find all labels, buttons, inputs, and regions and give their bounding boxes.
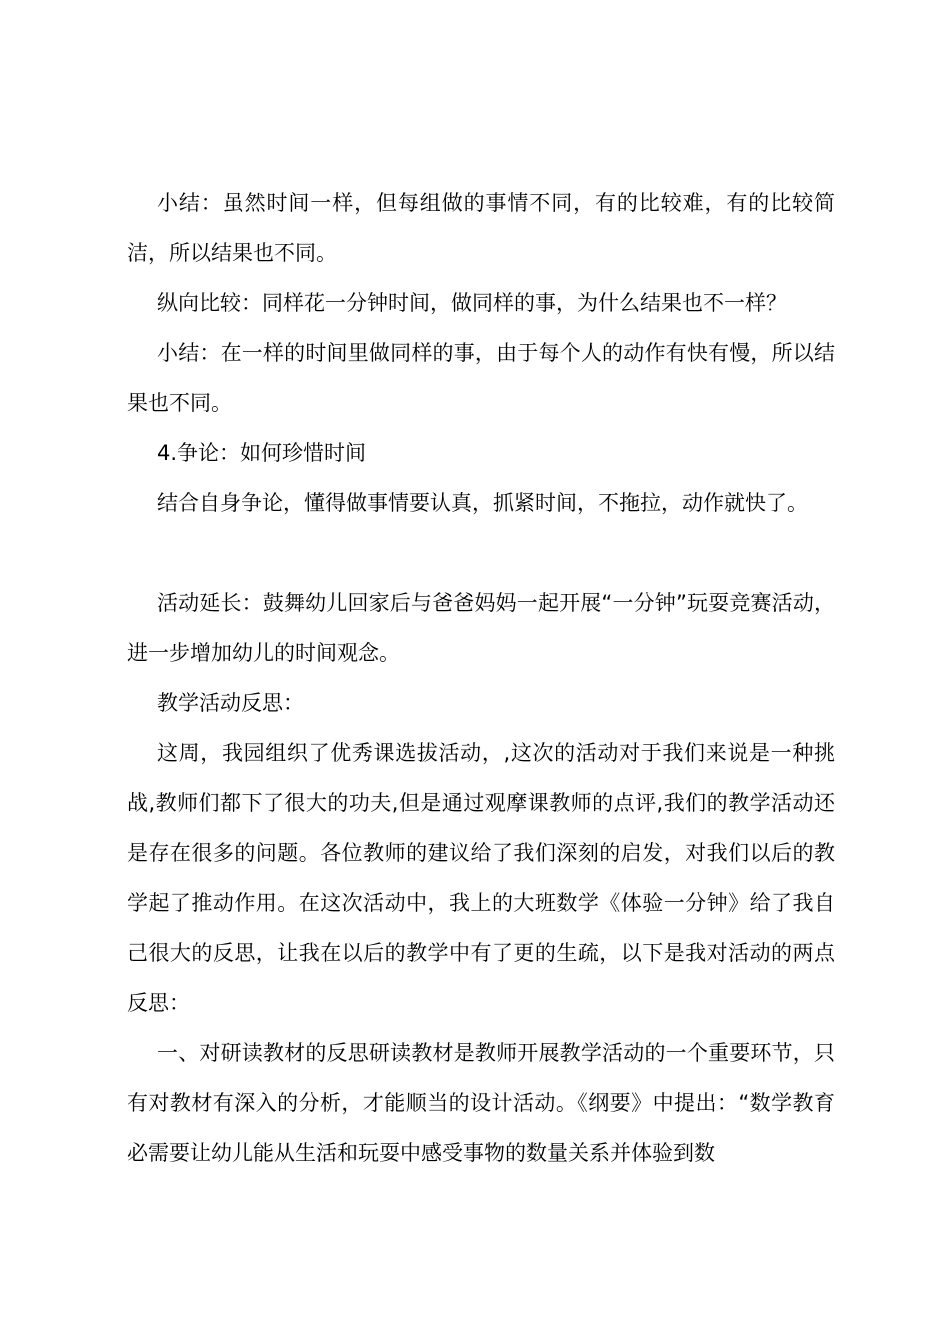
teaching-reflection-heading: 教学活动反思： <box>157 691 304 715</box>
reflection-intro-paragraph: 这周，我园组织了优秀课选拔活动，,这次的活动对于我们来说是一种挑战,教师们都下了很大的功夫,但是通过观摩课教师的点评,我们的教学活动还是存在很多的问题。各位教师的建议给了我们深刻的启发，对我们以后的教学起了推动作用。在这次活动中，我上的大班数学《体验一分钟》给了我自己很大的反思，让我在以后的教学中有了更的生疏，以下是我对活动的两点反思： <box>127 741 835 1015</box>
activity-extension-paragraph: 活动延长：鼓舞幼儿回家后与爸爸妈妈一起开展“一分钟”玩耍竞赛活动，进一步增加幼儿的时间观念。 <box>127 591 835 665</box>
discussion-conclusion-paragraph: 结合自身争论，懂得做事情要认真，抓紧时间，不拖拉，动作就快了。 <box>157 491 808 515</box>
summary-paragraph-2: 小结：在一样的时间里做同样的事，由于每个人的动作有快有慢，所以结果也不同。 <box>127 341 835 415</box>
vertical-comparison-paragraph: 纵向比较：同样花一分钟时间，做同样的事，为什么结果也不一样？ <box>157 291 787 315</box>
reflection-point-one-paragraph: 一、对研读教材的反思研读教材是教师开展教学活动的一个重要环节，只有对教材有深入的分析，才能顺当的设计活动。《纲要》中提出：“数学教育必需要让幼儿能从生活和玩耍中感受事物的数量关系并体验到数 <box>127 1041 835 1165</box>
discussion-heading: 4.争论：如何珍惜时间 <box>157 441 367 465</box>
summary-paragraph-1: 小结：虽然时间一样，但每组做的事情不同，有的比较难，有的比较简洁，所以结果也不同。 <box>127 191 835 265</box>
